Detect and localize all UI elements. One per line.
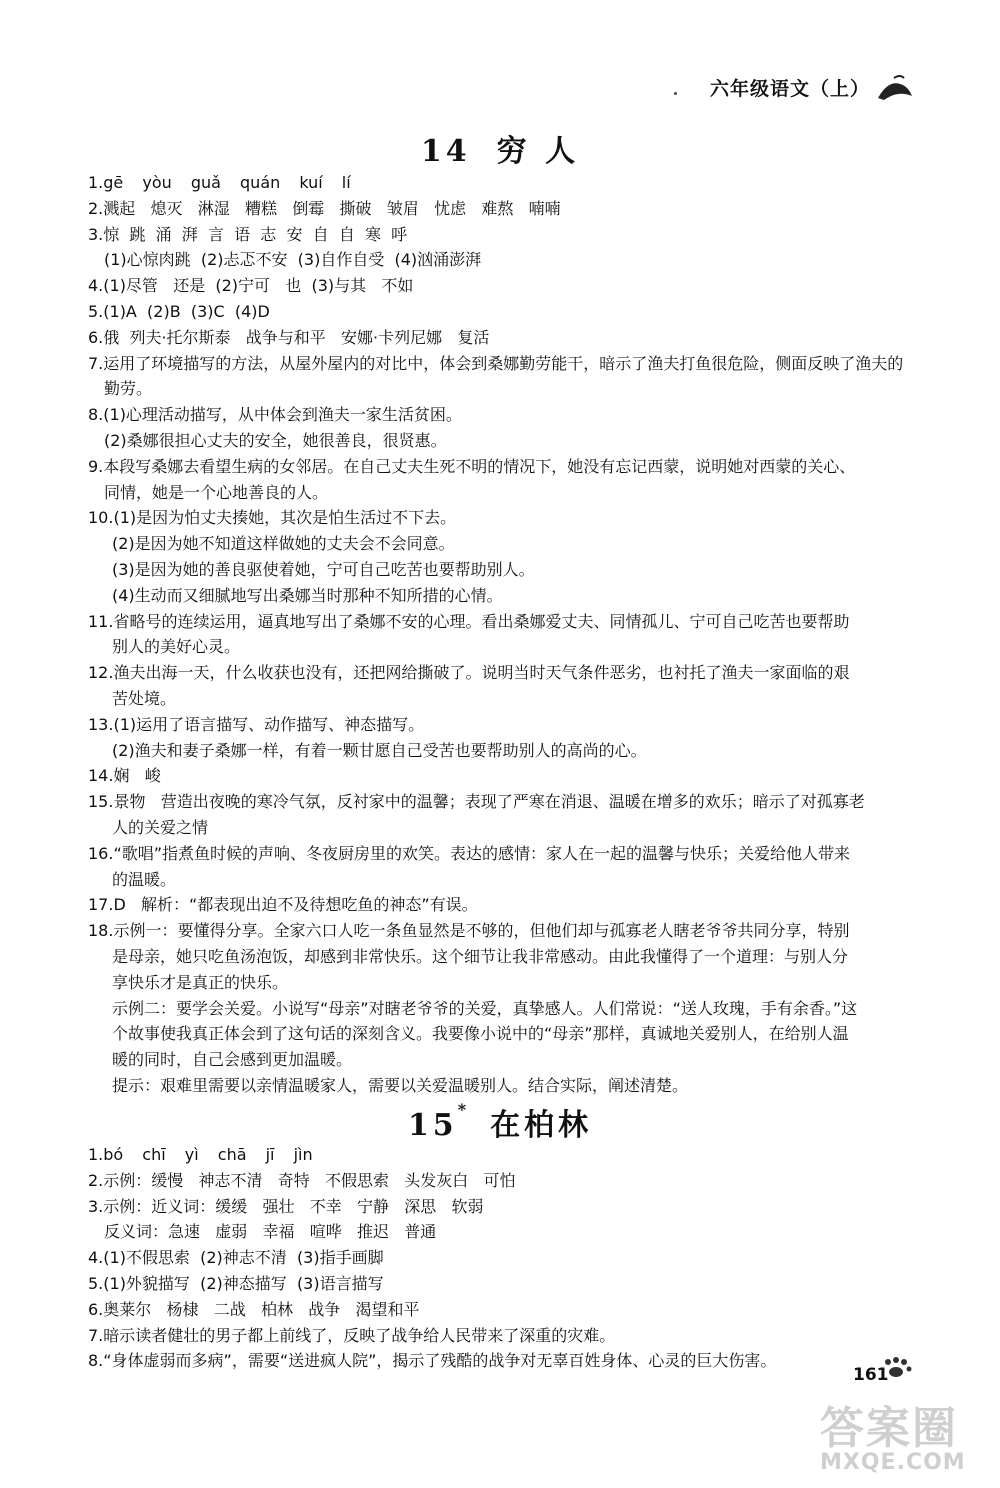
answer-line: 12.渔夫出海一天，什么收获也没有，还把网给撕破了。说明当时天气条件恶劣，也衬托了渔夫一家面临的艰 [88, 663, 850, 683]
answer-line: 暖的同时，自己会感到更加温暖。 [112, 1050, 353, 1070]
book-title: 六年级语文（上） [709, 77, 870, 100]
watermark-url: MXQE.COM [820, 1450, 966, 1475]
answer-line: 勤劳。 [104, 379, 153, 399]
answer-line: 13.(1)运用了语言描写、动作描写、神态描写。 [88, 714, 425, 734]
answer-line: 16.“歌唱”指煮鱼时候的声响、冬夜厨房里的欢笑。表达的感情：家人在一起的温馨与快乐；关爱给他人带来 [88, 843, 851, 863]
answer-line: 享快乐才是真正的快乐。 [112, 972, 289, 992]
answer-line: 个故事使我真正体会到了这句话的深刻含义。我要像小说中的“母亲”那样，真诚地关爱别人，在给别人温 [112, 1024, 849, 1044]
answer-line: (1)心惊肉跳 (2)忐忑不安 (3)自作自受 (4)汹涌澎湃 [104, 250, 482, 270]
answer-line: 8.(1)心理活动描写，从中体会到渔夫一家生活贫困。 [88, 405, 462, 425]
answer-line: 2.示例：缓慢 神志不清 奇特 不假思索 头发灰白 可怕 [88, 1170, 516, 1190]
answer-line: 7.运用了环境描写的方法，从屋外屋内的对比中，体会到桑娜勤劳能干，暗示了渔夫打鱼很危险，侧面反映了渔夫的 [88, 353, 904, 373]
answer-line: (2)渔夫和妻子桑娜一样，有着一颗甘愿自己受苦也要帮助别人的高尚的心。 [112, 740, 647, 760]
answer-line: 18.示例一：要懂得分享。全家六口人吃一条鱼显然是不够的，但他们却与孤寡老人瞎老爷爷共同分享，特别 [88, 921, 850, 941]
page-number: 161 [853, 1365, 889, 1385]
kite-deco-icon [874, 72, 914, 102]
answer-line: 是母亲，她只吃鱼汤泡饭，却感到非常快乐。这个细节让我非常感动。由此我懂得了一个道理：与别人分 [112, 946, 849, 966]
answer-line: 1.bó chī yì chā jī jìn [88, 1145, 313, 1164]
answer-line: 的温暖。 [112, 869, 177, 889]
answer-line: 同情，她是一个心地善良的人。 [104, 482, 329, 502]
answer-line: (4)生动而又细腻地写出桑娜当时那种不知所措的心情。 [112, 585, 503, 605]
answer-line: 别人的美好心灵。 [112, 637, 241, 657]
section-number: 14 [420, 134, 471, 169]
section-title-15 [0, 1100, 1000, 1144]
answer-line: 1.gē yòu guǎ quán kuí lí [88, 173, 351, 192]
section-heading: 穷 人 [496, 134, 580, 169]
answer-line: 9.本段写桑娜去看望生病的女邻居。在自己丈夫生死不明的情况下，她没有忘记西蒙，说明她对西蒙的关心、 [88, 456, 856, 476]
answer-line: 苦处境。 [112, 688, 177, 708]
answer-line: (2)是因为她不知道这样做她的丈夫会不会同意。 [112, 534, 455, 554]
answer-line: 3.示例：近义词：缓缓 强壮 不幸 宁静 深思 软弱 [88, 1196, 484, 1216]
answers-section-15 [88, 1142, 918, 1374]
answer-line: 3.惊 跳 涌 湃 言 语 志 安 自 自 寒 呼 [88, 224, 408, 244]
answer-line: 15.景物 营造出夜晚的寒冷气氛，反衬家中的温馨；表现了严寒在消退、温暖在增多的欢乐；暗示了对孤寡老 [88, 792, 865, 812]
watermark [820, 1392, 990, 1482]
answer-line: 6.俄 列夫·托尔斯泰 战争与和平 安娜·卡列尼娜 复活 [88, 327, 490, 347]
answer-line: (3)是因为她的善良驱使着她，宁可自己吃苦也要帮助别人。 [112, 559, 535, 579]
answer-line: 5.(1)外貌描写 (2)神态描写 (3)语言描写 [88, 1273, 384, 1293]
page-header [710, 72, 914, 102]
section-heading: 在柏林 [490, 1108, 593, 1143]
answer-line: 4.(1)尽管 还是 (2)宁可 也 (3)与其 不如 [88, 276, 414, 296]
section-title-14 [0, 126, 1000, 170]
watermark-logo: 答案圈 [820, 1403, 958, 1454]
answer-line: 8.“身体虚弱而多病”，需要“送进疯人院”，揭示了残酷的战争对无辜百姓身体、心灵的巨大伤害。 [88, 1351, 777, 1371]
answer-line: 7.暗示读者健壮的男子都上前线了，反映了战争给人民带来了深重的灾难。 [88, 1325, 616, 1345]
answer-line: 提示：艰难里需要以亲情温暖家人，需要以关爱温暖别人。结合实际，阐述清楚。 [112, 1075, 689, 1095]
answer-line: 6.奥莱尔 杨棣 二战 柏林 战争 渴望和平 [88, 1299, 420, 1319]
answers-section-14 [88, 170, 918, 1099]
optional-mark: * [457, 1100, 467, 1119]
answer-line: 5.(1)A (2)B (3)C (4)D [88, 301, 270, 321]
section-number: 15 [407, 1108, 458, 1143]
header-dot [674, 92, 677, 95]
answer-line: 14.娴 峻 [88, 766, 161, 786]
answer-line: 17.D 解析：“都表现出迫不及待想吃鱼的神态”有误。 [88, 895, 478, 915]
answer-line: 2.溅起 熄灭 淋湿 糟糕 倒霉 撕破 皱眉 忧虑 难熬 喃喃 [88, 198, 561, 218]
answer-line: 4.(1)不假思索 (2)神志不清 (3)指手画脚 [88, 1248, 384, 1268]
answer-line: 反义词：急速 虚弱 幸福 喧哗 推迟 普通 [104, 1222, 437, 1242]
answer-line: 11.省略号的连续运用，逼真地写出了桑娜不安的心理。看出桑娜爱丈夫、同情孤儿、宁可自己吃苦也要帮助 [88, 611, 850, 631]
answer-line: 人的关爱之情 [112, 817, 209, 837]
answer-line: 示例二：要学会关爱。小说写“母亲”对瞎老爷爷的关爱，真挚感人。人们常说：“送人玫瑰，手有余香。”这 [112, 998, 858, 1018]
answer-line: 10.(1)是因为怕丈夫揍她，其次是怕生活过不下去。 [88, 508, 457, 528]
paw-deco-icon [880, 1356, 914, 1382]
answer-line: (2)桑娜很担心丈夫的安全，她很善良，很贤惠。 [104, 430, 447, 450]
